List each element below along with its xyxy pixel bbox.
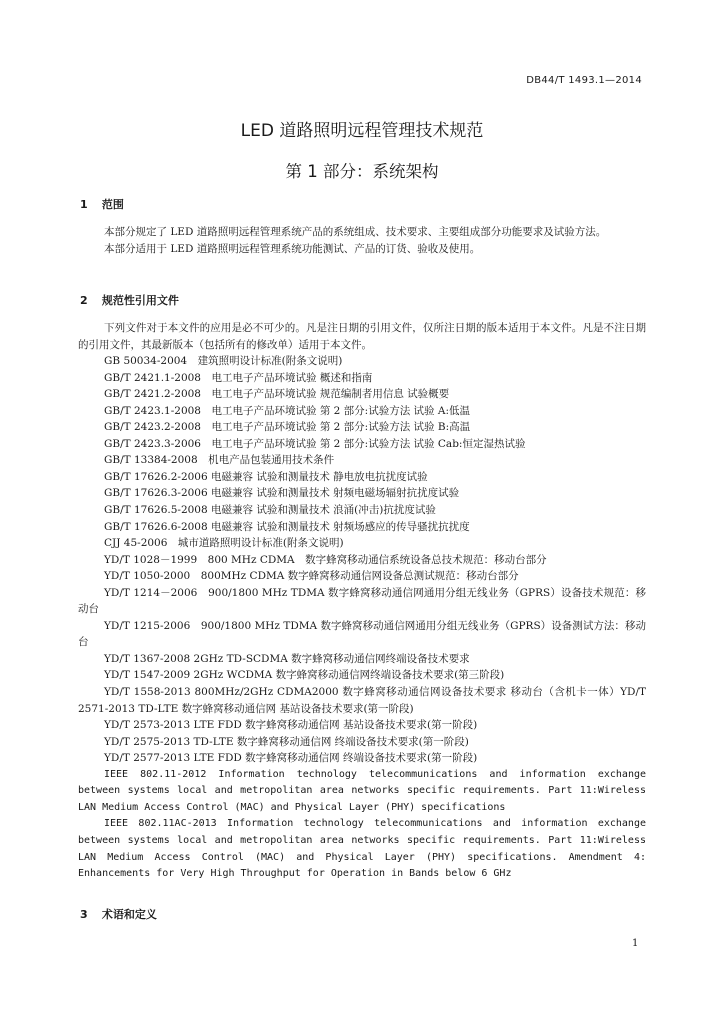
section-title: 范围	[101, 198, 124, 211]
reference-item: IEEE 802.11-2012 Information technology telecommunications and information exchange between systems local and metropolitan area networks specific requirements. Part 11:Wireless LAN Medium Access Control (MAC) and Physical Layer (PHY) specifications	[78, 768, 646, 813]
section-1-body	[78, 224, 646, 257]
reference-item: GB/T 2423.1-2008 电工电子产品环境试验 第 2 部分:试验方法 试验 A:低温	[104, 404, 471, 417]
section-number: 2	[80, 294, 88, 307]
standard-code: DB44/T 1493.1—2014	[526, 75, 642, 86]
section-3-heading	[80, 906, 157, 922]
paragraph: 下列文件对于本文件的应用是必不可少的。凡是注日期的引用文件，仅所注日期的版本适用于本文件。凡是不注日期的引用文件，其最新版本（包括所有的修改单）适用于本文件。	[78, 322, 646, 351]
reference-item: YD/T 1050-2000 800MHz CDMA 数字蜂窝移动通信网设备总测试规范：移动台部分	[104, 570, 519, 583]
document-subtitle: 第 1 部分：系统架构	[285, 162, 439, 181]
reference-item: GB/T 2421.1-2008 电工电子产品环境试验 概述和指南	[104, 371, 373, 384]
page-number: 1	[632, 938, 639, 949]
reference-item: GB/T 2423.2-2008 电工电子产品环境试验 第 2 部分:试验方法 试验 B:高温	[104, 421, 471, 434]
reference-item: YD/T 1214－2006 900/1800 MHz TDMA 数字蜂窝移动通信网通用分组无线业务（GPRS）设备技术规范：移动台	[78, 586, 646, 616]
section-1-heading	[80, 196, 124, 212]
section-number: 1	[80, 198, 88, 211]
reference-item: YD/T 1215-2006 900/1800 MHz TDMA 数字蜂窝移动通信网通用分组无线业务（GPRS）设备测试方法：移动台	[78, 619, 646, 649]
reference-item: GB/T 17626.2-2006 电磁兼容 试验和测量技术 静电放电抗扰度试验	[104, 470, 428, 483]
reference-item: GB 50034-2004 建筑照明设计标准(附条文说明)	[104, 355, 343, 368]
reference-item: YD/T 1028－1999 800 MHz CDMA 数字蜂窝移动通信系统设备总技术规范：移动台部分	[104, 553, 547, 566]
section-title: 规范性引用文件	[101, 294, 179, 307]
reference-item: GB/T 2421.2-2008 电工电子产品环境试验 规范编制者用信息 试验概要	[104, 388, 450, 401]
reference-item: GB/T 13384-2008 机电产品包装通用技术条件	[104, 454, 335, 467]
reference-item: GB/T 17626.3-2006 电磁兼容 试验和测量技术 射频电磁场辐射抗扰度试验	[104, 487, 460, 500]
document-title: LED 道路照明远程管理技术规范	[240, 121, 484, 141]
reference-item: YD/T 2575-2013 TD-LTE 数字蜂窝移动通信网 终端设备技术要求(第一阶段)	[104, 735, 469, 748]
reference-item: IEEE 802.11AC-2013 Information technology telecommunications and information exchange between systems local and metropolitan area networks specific requirements. Part 11:Wireless LAN Medium Access Control (MAC) and Physical Layer (PHY) specifications. Amendment 4: Enhancements for Very High Throughput for Operation in Bands below 6 GHz	[78, 818, 646, 880]
reference-item: YD/T 1367-2008 2GHz TD-SCDMA 数字蜂窝移动通信网终端设备技术要求	[104, 652, 470, 665]
reference-item: YD/T 2573-2013 LTE FDD 数字蜂窝移动通信网 基站设备技术要求(第一阶段)	[104, 719, 478, 732]
section-number: 3	[80, 908, 88, 921]
reference-item: GB/T 17626.6-2008 电磁兼容 试验和测量技术 射频场感应的传导骚扰抗扰度	[104, 520, 470, 533]
section-2-heading	[80, 292, 179, 308]
reference-item: CJJ 45-2006 城市道路照明设计标准(附条文说明)	[104, 537, 344, 550]
reference-item: GB/T 17626.5-2008 电磁兼容 试验和测量技术 浪涌(冲击)抗扰度试验	[104, 504, 436, 517]
reference-item: GB/T 2423.3-2006 电工电子产品环境试验 第 2 部分:试验方法 试验 Cab:恒定湿热试验	[104, 437, 526, 450]
section-title: 术语和定义	[101, 908, 157, 921]
section-2-body	[78, 320, 646, 883]
paragraph: 本部分适用于 LED 道路照明远程管理系统功能测试、产品的订货、验收及使用。	[104, 242, 481, 255]
reference-item: YD/T 1547-2009 2GHz WCDMA 数字蜂窝移动通信网终端设备技术要求(第三阶段)	[104, 669, 505, 682]
reference-item: YD/T 1558-2013 800MHz/2GHz CDMA2000 数字蜂窝移动通信网设备技术要求 移动台（含机卡一体）YD/T 2571-2013 TD-LTE 数字蜂窝移动通信网 基站设备技术要求(第一阶段)	[78, 686, 646, 715]
reference-item: YD/T 2577-2013 LTE FDD 数字蜂窝移动通信网 终端设备技术要求(第一阶段)	[104, 752, 478, 765]
paragraph: 本部分规定了 LED 道路照明远程管理系统产品的系统组成、技术要求、主要组成部分功能要求及试验方法。	[104, 226, 607, 238]
